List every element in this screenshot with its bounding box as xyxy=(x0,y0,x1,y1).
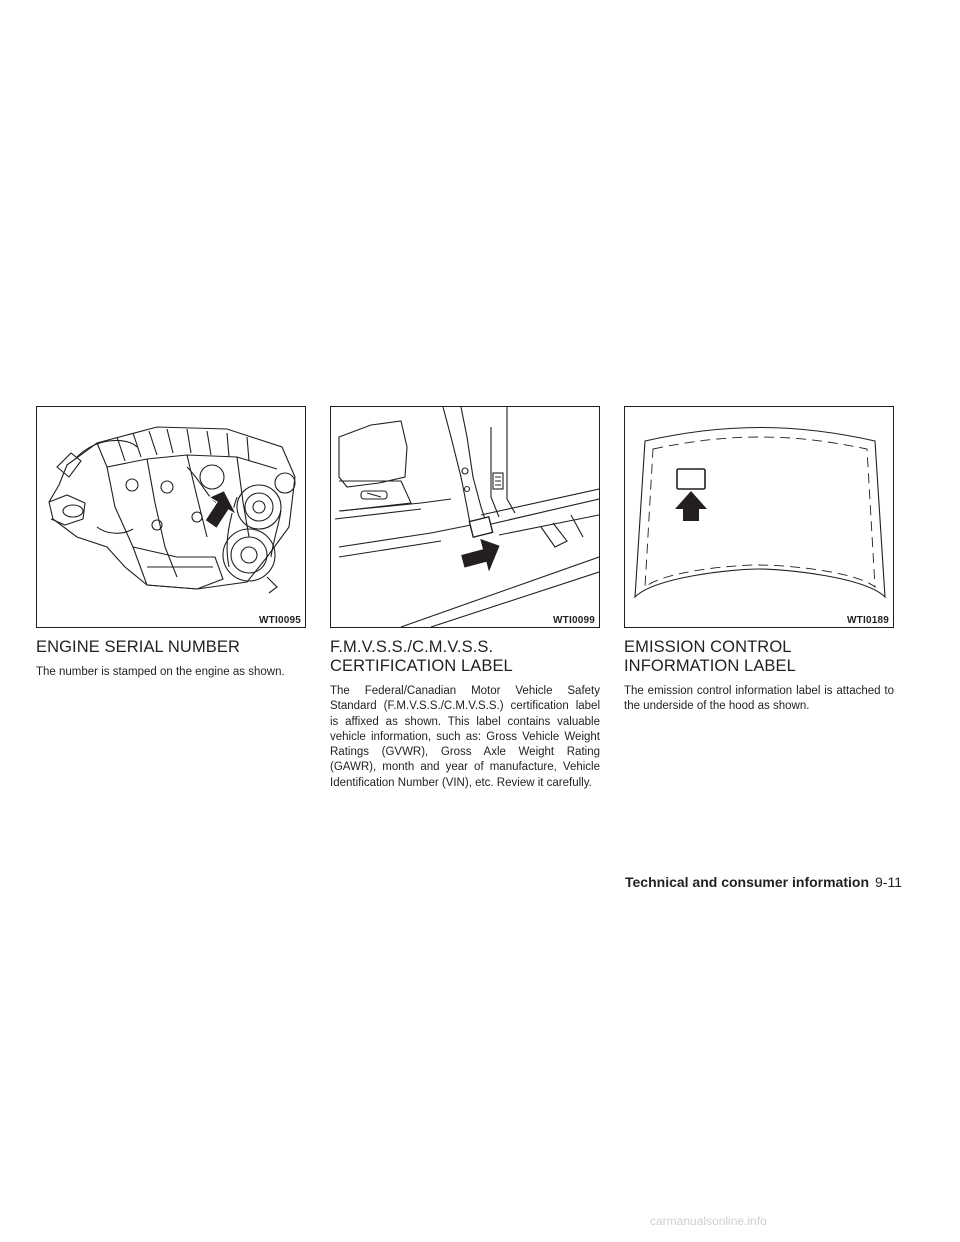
hood-underside-illustration xyxy=(624,406,894,628)
figure-code: WTI0189 xyxy=(847,615,889,626)
hood-drawing xyxy=(625,407,893,627)
footer-section-title: Technical and consumer information xyxy=(625,874,870,890)
section-emission-control-label xyxy=(624,406,894,715)
section-body: The Federal/Canadian Motor Vehicle Safety Standard (F.M.V.S.S./C.M.V.S.S.) certification label is affixed as shown. This label contains valuable vehicle information, such as: Gross Vehicle Weight Ratings (GVWR), Gross Axle Weight Rating (GAWR), month and year of manufacture, Vehicle Identification Number (VIN), etc. Review it carefully. xyxy=(330,685,600,789)
page-footer xyxy=(625,874,902,890)
section-heading: F.M.V.S.S./C.M.V.S.S. CERTIFICATION LABEL xyxy=(330,638,513,675)
engine-drawing xyxy=(37,407,305,627)
section-heading: EMISSION CONTROL INFORMATION LABEL xyxy=(624,638,796,675)
watermark: carmanualsonline.info xyxy=(650,1214,767,1228)
engine-illustration xyxy=(36,406,306,628)
section-certification-label xyxy=(330,406,600,791)
page-number: 9-11 xyxy=(875,874,902,890)
section-body: The emission control information label is attached to the underside of the hood as shown. xyxy=(624,685,894,713)
section-heading: ENGINE SERIAL NUMBER xyxy=(36,638,241,656)
figure-code: WTI0099 xyxy=(553,615,595,626)
door-pillar-drawing xyxy=(331,407,599,627)
figure-code: WTI0095 xyxy=(259,615,301,626)
section-engine-serial-number xyxy=(36,406,306,680)
section-body: The number is stamped on the engine as shown. xyxy=(36,666,285,678)
door-pillar-illustration xyxy=(330,406,600,628)
